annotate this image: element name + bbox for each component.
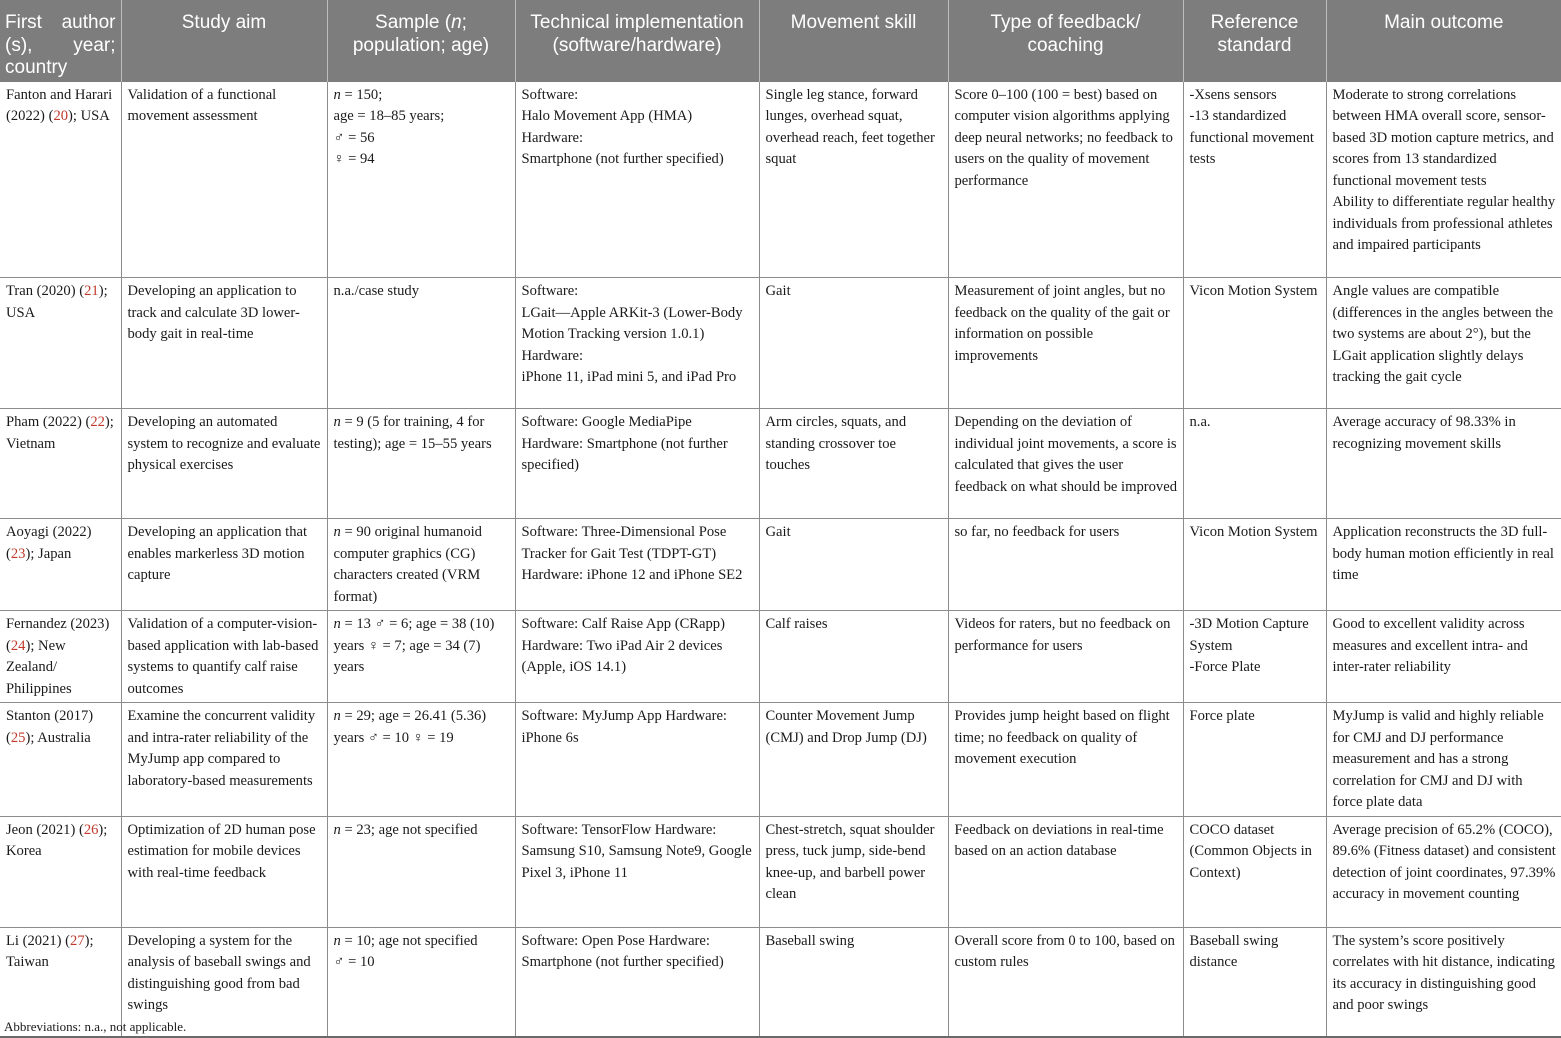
- feedback-text: Provides jump height based on flight time; no feedback on quality of movement execution: [954, 708, 1170, 767]
- author-name: Li (2021): [6, 932, 62, 949]
- author-country: Vietnam: [6, 435, 56, 452]
- col-header-sample: Sample (n; population; age): [327, 0, 515, 82]
- outcome-line: Average precision of 65.2% (COCO), 89.6% (Fitness dataset) and consistent detection of joint coordinates, 97.39% accuracy in movement counting: [1332, 821, 1556, 902]
- citation-link: 20: [53, 108, 69, 124]
- sample-line: n = 13 ♂ = 6; age = 38 (10) years ♀ = 7; age = 34 (7) years: [333, 616, 495, 675]
- cell-reference: [1183, 816, 1326, 927]
- footnote: Abbreviations: n.a., not applicable.: [4, 1019, 187, 1034]
- table-row: [0, 816, 1561, 927]
- author-country: Korea: [6, 843, 42, 859]
- author-name: Aoyagi (2022): [6, 524, 92, 540]
- tech-line: Software:: [521, 86, 579, 103]
- aim-text: Examine the concurrent validity and intra-rater reliability of the MyJump app compared to laboratory-based measurements: [127, 708, 316, 789]
- tech-line: Smartphone (not further specified): [521, 151, 724, 167]
- reference-line: Vicon Motion System: [1189, 283, 1318, 299]
- cell-author: Stanton (2017) (25); Australia: [0, 703, 121, 817]
- cell-outcome: [1326, 519, 1561, 611]
- table-row: [0, 927, 1561, 1037]
- citation-link: 27: [70, 932, 85, 949]
- outcome-line: Ability to differentiate regular healthy individuals from professional athletes and impaired participants: [1332, 194, 1556, 253]
- author-name: Tran (2020): [6, 283, 76, 299]
- author-name: Stanton (2017): [6, 708, 94, 724]
- citation-link: 23: [10, 545, 26, 562]
- author-name: Jeon (2021): [6, 821, 76, 838]
- outcome-line: MyJump is valid and highly reliable for CMJ and DJ performance measurement and has a strong correlation for CMJ and DJ with force plate data: [1332, 708, 1544, 810]
- sample-line: n = 29; age = 26.41 (5.36) years ♂ = 10 ♀ = 19: [333, 708, 487, 746]
- cell-aim: [121, 519, 327, 611]
- author-name: Pham (2022): [6, 414, 82, 430]
- cell-author: Pham (2022) (22); Vietnam: [0, 409, 121, 519]
- outcome-line: The system’s score positively correlates with hit distance, indicating its accuracy in distinguishing good and poor swings: [1332, 932, 1555, 1013]
- tech-line: LGait—Apple ARKit-3 (Lower-Body Motion Tracking version 1.0.1) Hardware:: [521, 304, 743, 364]
- cell-feedback: [948, 927, 1183, 1037]
- cell-aim: [121, 409, 327, 519]
- aim-text: Validation of a computer-vision-based application with lab-based systems to quantify calf raise outcomes: [127, 616, 319, 697]
- cell-feedback: [948, 278, 1183, 409]
- aim-text: Developing an application to track and calculate 3D lower-body gait in real-time: [127, 283, 300, 342]
- reference-line: -13 standardized functional movement tests: [1189, 108, 1314, 167]
- skill-text: Arm circles, squats, and standing crossover toe touches: [765, 414, 907, 473]
- cell-sample: [327, 278, 515, 409]
- cell-aim: [121, 611, 327, 703]
- citation-link: 25: [10, 729, 26, 746]
- header-row: [0, 0, 1561, 82]
- cell-author: Li (2021) (27); Taiwan: [0, 927, 121, 1037]
- reference-line: -Force Plate: [1189, 659, 1261, 675]
- aim-text: Validation of a functional movement assessment: [127, 86, 277, 124]
- author-name: Fernandez (2023): [6, 616, 110, 632]
- cell-outcome: [1326, 703, 1561, 817]
- skill-text: Single leg stance, forward lunges, overhead squat, overhead reach, feet together squat: [765, 86, 935, 167]
- cell-outcome: [1326, 927, 1561, 1037]
- sample-line: n = 10; age not specified: [333, 932, 478, 949]
- col-header-skill: Movement skill: [759, 0, 948, 82]
- reference-line: -Xsens sensors: [1189, 86, 1277, 103]
- table-row: [0, 278, 1561, 409]
- cell-reference: [1183, 409, 1326, 519]
- cell-sample: [327, 409, 515, 519]
- tech-line: Software: MyJump App Hardware: iPhone 6s: [521, 708, 727, 746]
- aim-text: Developing an application that enables markerless 3D motion capture: [127, 524, 308, 583]
- reference-line: Baseball swing distance: [1189, 932, 1279, 970]
- cell-skill: [759, 703, 948, 817]
- cell-author: Aoyagi (2022) (23); Japan: [0, 519, 121, 611]
- col-header-reference: Reference standard: [1183, 0, 1326, 82]
- cell-outcome: [1326, 816, 1561, 927]
- cell-author: Fernandez (2023) (24); New Zealand/ Philippines: [0, 611, 121, 703]
- table-row: [0, 519, 1561, 611]
- tech-line: Halo Movement App (HMA): [521, 108, 693, 124]
- feedback-text: so far, no feedback for users: [954, 524, 1120, 540]
- cell-aim: [121, 703, 327, 817]
- cell-aim: [121, 82, 327, 278]
- cell-feedback: [948, 519, 1183, 611]
- table-row: [0, 82, 1561, 278]
- table-row: [0, 611, 1561, 703]
- author-country: New Zealand/ Philippines: [6, 637, 72, 697]
- skill-text: Baseball swing: [765, 932, 855, 949]
- cell-tech: [515, 703, 759, 817]
- col-header-author: First author (s), year; country: [0, 0, 121, 82]
- cell-outcome: [1326, 409, 1561, 519]
- cell-tech: [515, 611, 759, 703]
- feedback-text: Measurement of joint angles, but no feedback on the quality of the gait or information on possible improvements: [954, 283, 1170, 364]
- cell-sample: [327, 519, 515, 611]
- cell-aim: [121, 278, 327, 409]
- cell-sample: [327, 82, 515, 278]
- col-header-tech: Technical implementation (software/hardware): [515, 0, 759, 82]
- feedback-text: Depending on the deviation of individual joint movements, a score is calculated that gives the user feedback on what should be improved: [954, 414, 1177, 495]
- cell-feedback: [948, 409, 1183, 519]
- cell-reference: [1183, 519, 1326, 611]
- cell-outcome: [1326, 82, 1561, 278]
- cell-reference: [1183, 278, 1326, 409]
- reference-line: n.a.: [1189, 414, 1211, 430]
- citation-link: 24: [10, 637, 26, 654]
- skill-text: Gait: [765, 524, 791, 540]
- cell-feedback: [948, 611, 1183, 703]
- cell-feedback: [948, 82, 1183, 278]
- tech-line: Hardware:: [521, 129, 584, 146]
- sample-line: ♀ = 94: [333, 151, 375, 167]
- sample-line: n.a./case study: [333, 283, 420, 299]
- tech-line: Software: Open Pose Hardware: Smartphone (not further specified): [521, 932, 724, 970]
- reference-line: Vicon Motion System: [1189, 524, 1318, 540]
- outcome-line: Angle values are compatible (differences in the angles between the two systems are about 2°), but the LGait application slightly delays tracking the gait cycle: [1332, 283, 1554, 385]
- skill-text: Counter Movement Jump (CMJ) and Drop Jump (DJ): [765, 708, 927, 746]
- col-header-aim: Study aim: [121, 0, 327, 82]
- outcome-line: Average accuracy of 98.33% in recognizing movement skills: [1332, 414, 1516, 452]
- author-name: Fanton and Harari (2022): [6, 86, 113, 124]
- outcome-line: Moderate to strong correlations between HMA overall score, sensor-based 3D motion capture metrics, and scores from 13 standardized functional movement tests: [1332, 86, 1554, 189]
- cell-author: Jeon (2021) (26); Korea: [0, 816, 121, 927]
- tech-line: Software: TensorFlow Hardware: Samsung S10, Samsung Note9, Google Pixel 3, iPhone 11: [521, 821, 752, 881]
- col-header-outcome: Main outcome: [1326, 0, 1561, 82]
- cell-reference: [1183, 611, 1326, 703]
- feedback-text: Score 0–100 (100 = best) based on computer vision algorithms applying deep neural networks; no feedback to users on the quality of movement performance: [954, 86, 1173, 189]
- author-country: Taiwan: [6, 954, 49, 970]
- cell-skill: [759, 927, 948, 1037]
- sample-line: age = 18–85 years;: [333, 108, 445, 124]
- cell-tech: [515, 816, 759, 927]
- skill-text: Calf raises: [765, 616, 828, 632]
- cell-reference: [1183, 927, 1326, 1037]
- aim-text: Developing an automated system to recognize and evaluate physical exercises: [127, 414, 321, 473]
- sample-line: ♂ = 10: [333, 954, 375, 970]
- cell-skill: [759, 278, 948, 409]
- sample-line: n = 23; age not specified: [333, 821, 478, 838]
- reference-line: Force plate: [1189, 708, 1255, 724]
- cell-skill: [759, 409, 948, 519]
- skill-text: Gait: [765, 283, 791, 299]
- reference-line: -3D Motion Capture System: [1189, 616, 1309, 654]
- outcome-line: Application reconstructs the 3D full-body human motion efficiently in real time: [1332, 524, 1554, 583]
- cell-skill: [759, 82, 948, 278]
- sample-line: ♂ = 56: [333, 129, 375, 146]
- cell-tech: [515, 519, 759, 611]
- cell-skill: [759, 611, 948, 703]
- cell-aim: [121, 816, 327, 927]
- citation-link: 21: [84, 283, 99, 299]
- outcome-line: Good to excellent validity across measures and excellent intra- and inter-rater reliability: [1332, 616, 1528, 675]
- aim-text: Developing a system for the analysis of baseball swings and distinguishing good from bad swings: [127, 932, 311, 1013]
- skill-text: Chest-stretch, squat shoulder press, tuck jump, side-bend knee-up, and barbell power clean: [765, 821, 935, 902]
- table-row: [0, 409, 1561, 519]
- author-country: USA: [6, 304, 36, 321]
- tech-line: Software: Calf Raise App (CRapp) Hardware: Two iPad Air 2 devices (Apple, iOS 14.1): [521, 616, 725, 675]
- cell-tech: [515, 409, 759, 519]
- reference-line: COCO dataset (Common Objects in Context): [1189, 821, 1312, 881]
- cell-feedback: [948, 703, 1183, 817]
- tech-line: Software:: [521, 283, 579, 299]
- cell-skill: [759, 816, 948, 927]
- table-row: [0, 703, 1561, 817]
- tech-line: Software: Three-Dimensional Pose Tracker for Gait Test (TDPT-GT) Hardware: iPhone 12 and iPhone SE2: [521, 524, 743, 583]
- cell-outcome: [1326, 278, 1561, 409]
- author-country: Japan: [38, 545, 72, 562]
- sample-line: n = 150;: [333, 86, 383, 103]
- cell-author: Fanton and Harari (2022) (20); USA: [0, 82, 121, 278]
- feedback-text: Feedback on deviations in real-time based on an action database: [954, 821, 1164, 859]
- aim-text: Optimization of 2D human pose estimation for mobile devices with real-time feedback: [127, 821, 316, 881]
- cell-skill: [759, 519, 948, 611]
- cell-sample: [327, 611, 515, 703]
- cell-sample: [327, 703, 515, 817]
- cell-feedback: [948, 816, 1183, 927]
- cell-tech: [515, 927, 759, 1037]
- cell-tech: [515, 82, 759, 278]
- cell-sample: [327, 927, 515, 1037]
- sample-line: n = 90 original humanoid computer graphics (CG) characters created (VRM format): [333, 524, 482, 605]
- cell-reference: [1183, 82, 1326, 278]
- citation-link: 26: [83, 821, 99, 838]
- cell-author: Tran (2020) (21); USA: [0, 278, 121, 409]
- feedback-text: Overall score from 0 to 100, based on custom rules: [954, 932, 1175, 970]
- author-country: Australia: [37, 729, 91, 746]
- cell-tech: [515, 278, 759, 409]
- col-header-feedback: Type of feedback/ coaching: [948, 0, 1183, 82]
- author-country: USA: [80, 108, 110, 124]
- cell-outcome: [1326, 611, 1561, 703]
- citation-link: 22: [90, 414, 105, 430]
- cell-sample: [327, 816, 515, 927]
- sample-line: n = 9 (5 for training, 4 for testing); age = 15–55 years: [333, 414, 492, 452]
- tech-line: Software: Google MediaPipe Hardware: Smartphone (not further specified): [521, 414, 728, 473]
- cell-reference: [1183, 703, 1326, 817]
- tech-line: iPhone 11, iPad mini 5, and iPad Pro: [521, 369, 737, 385]
- feedback-text: Videos for raters, but no feedback on performance for users: [954, 616, 1171, 654]
